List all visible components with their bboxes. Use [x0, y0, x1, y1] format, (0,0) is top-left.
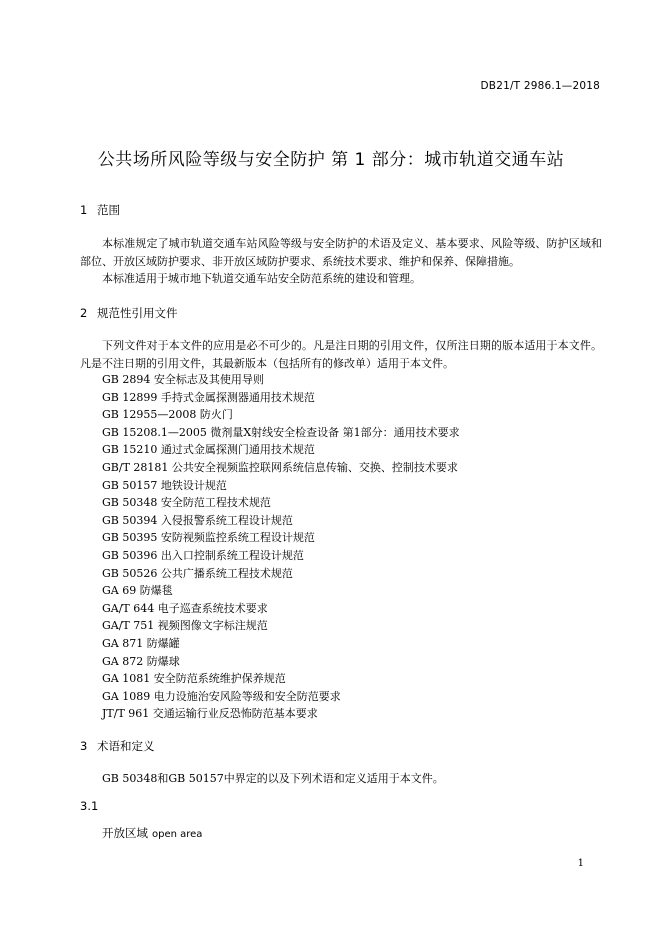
reference-item: GB 12899 手持式金属探测器通用技术规范: [102, 390, 315, 404]
reference-item: GA 872 防爆球: [102, 654, 180, 668]
section-1-number: 1: [80, 203, 88, 217]
document-title: 公共场所风险等级与安全防护 第 1 部分：城市轨道交通车站: [97, 150, 565, 170]
reference-item: GA/T 644 电子巡查系统技术要求: [102, 601, 268, 615]
scope-paragraph-2: 本标准适用于城市地下轨道交通车站安全防范系统的建设和管理。: [102, 272, 421, 285]
reference-item: GA 871 防爆罐: [102, 636, 180, 650]
reference-item: GB/T 28181 公共安全视频监控联网系统信息传输、交换、控制技术要求: [102, 460, 458, 474]
section-1-heading: [80, 202, 120, 218]
reference-item: GB 2894 安全标志及其使用导则: [102, 373, 264, 386]
reference-item: JT/T 961 交通运输行业反恐怖防范基本要求: [102, 707, 318, 721]
section-2-heading: [80, 305, 178, 321]
reference-item: GB 50157 地铁设计规范: [102, 478, 227, 492]
clause-3-1-number: 3.1: [80, 799, 99, 813]
section-1-title: 范围: [97, 203, 120, 217]
reference-item: GB 50396 出入口控制系统工程设计规范: [102, 548, 304, 562]
reference-item: GA 1089 电力设施治安风险等级和安全防范要求: [102, 689, 341, 703]
reference-item: GB 50526 公共广播系统工程技术规范: [102, 566, 293, 580]
reference-item: GB 50348 安全防范工程技术规范: [102, 496, 271, 510]
references-intro: 下列文件对于本文件的应用是必不可少的。凡是注日期的引用文件，仅所注日期的版本适用于本文件。凡是不注日期的引用文件，其最新版本（包括所有的修改单）适用于本文件。: [80, 339, 602, 370]
standard-code: DB21/T 2986.1—2018: [480, 80, 600, 92]
term-open-area: [102, 825, 202, 841]
scope-paragraph-1: 本标准规定了城市轨道交通车站风险等级与安全防护的术语及定义、基本要求、风险等级、防护区域和部位、开放区域防护要求、非开放区域防护要求、系统技术要求、维护和保养、保障措施。: [80, 237, 602, 268]
reference-item: GB 50394 入侵报警系统工程设计规范: [102, 513, 293, 527]
section-3-heading: [80, 738, 155, 754]
reference-item: GB 12955—2008 防火门: [102, 408, 233, 422]
section-3-number: 3: [80, 739, 88, 753]
term-english: open area: [152, 829, 203, 840]
reference-list: [102, 371, 460, 723]
section-2-title: 规范性引用文件: [97, 306, 178, 320]
page-number: 1: [577, 858, 584, 869]
reference-item: GA 1081 安全防范系统维护保养规范: [102, 672, 286, 686]
reference-item: GB 15210 通过式金属探测门通用技术规范: [102, 443, 315, 457]
reference-item: GA/T 751 视频图像文字标注规范: [102, 619, 268, 633]
terms-intro: GB 50348和GB 50157中界定的以及下列术语和定义适用于本文件。: [102, 772, 444, 785]
reference-item: GB 15208.1—2005 微剂量X射线安全检查设备 第1部分：通用技术要求: [102, 425, 460, 439]
term-chinese: 开放区域: [102, 826, 148, 840]
reference-item: GA 69 防爆毯: [102, 584, 173, 598]
reference-item: GB 50395 安防视频监控系统工程设计规范: [102, 531, 315, 545]
section-3-title: 术语和定义: [97, 739, 155, 753]
section-2-number: 2: [80, 306, 88, 320]
